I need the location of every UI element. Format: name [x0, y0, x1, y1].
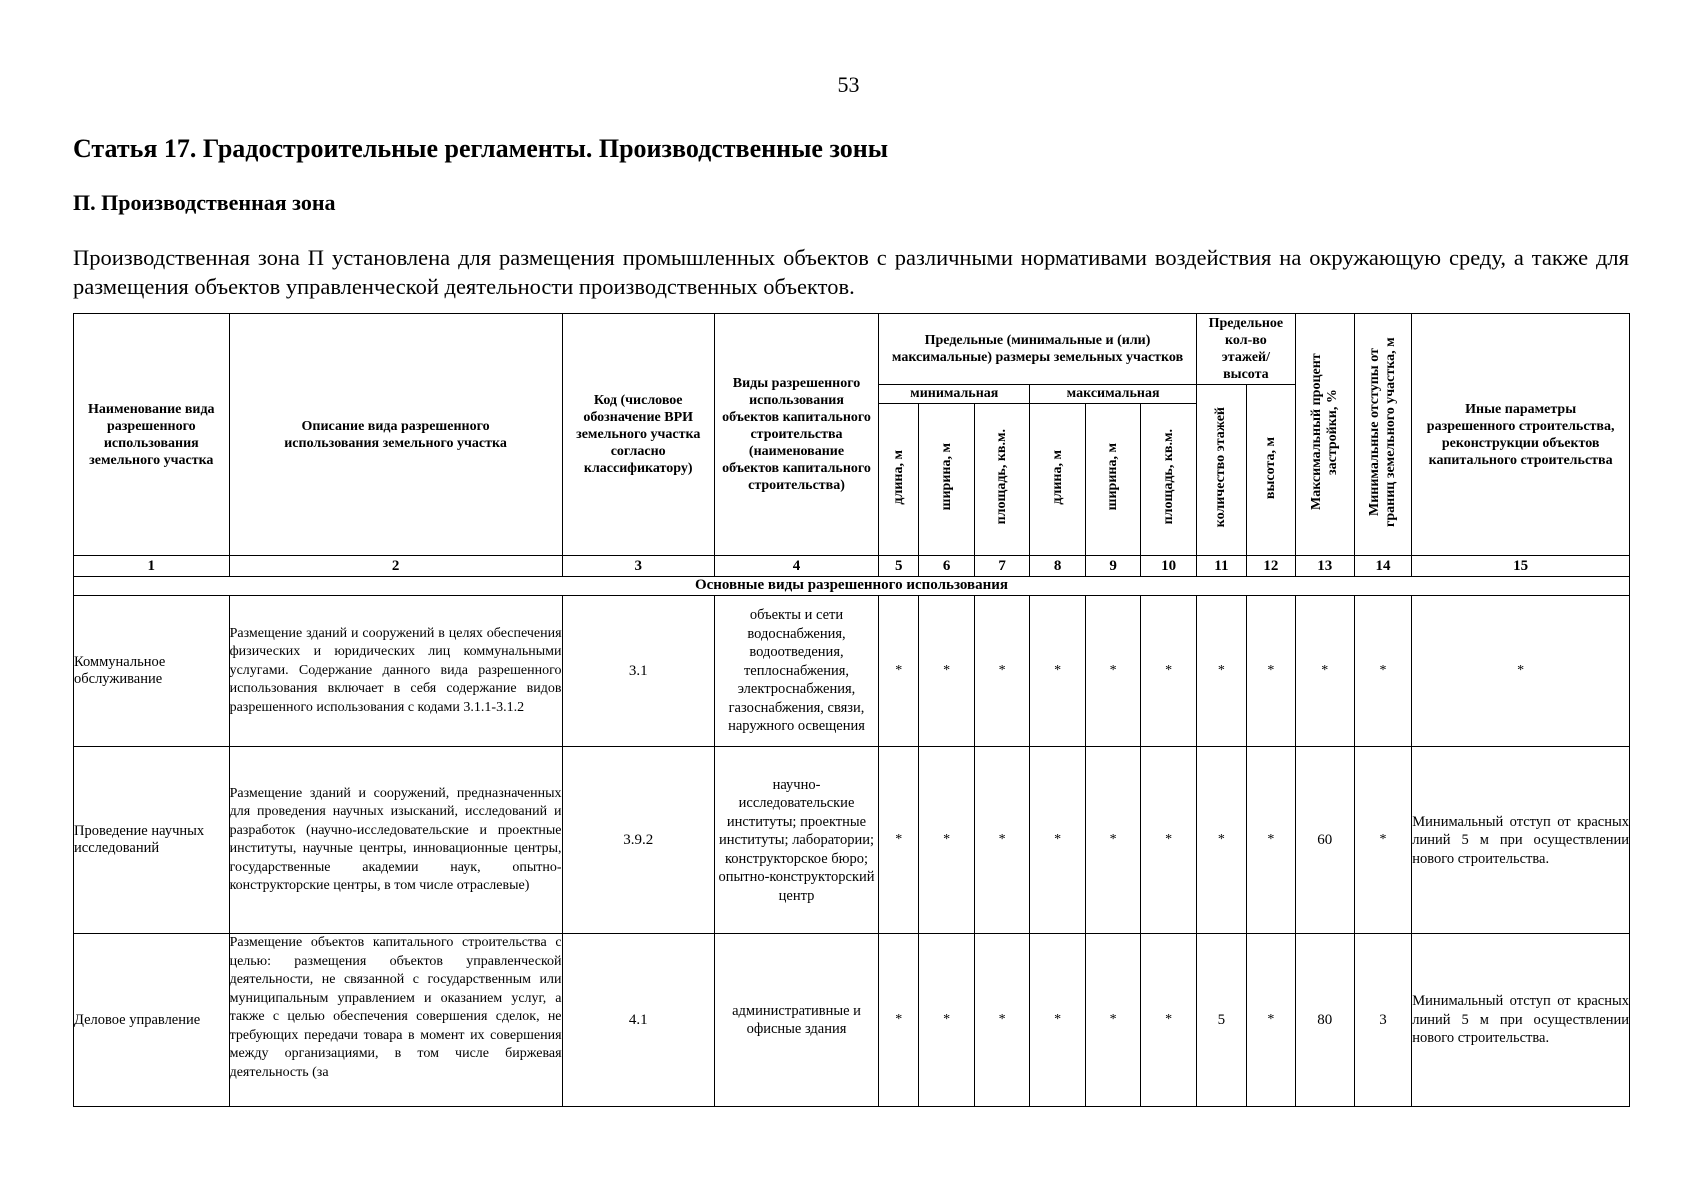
header-coverage: [1295, 314, 1354, 556]
header-min-width: [919, 403, 974, 556]
row-setback: 3: [1354, 934, 1412, 1107]
row-max-width: *: [1085, 747, 1140, 934]
row-max-length: *: [1030, 934, 1085, 1107]
row-min-width: *: [919, 595, 974, 747]
header-min-area-text: площадь, кв.м.: [994, 429, 1010, 525]
row-objects: административные и офисные здания: [714, 934, 878, 1107]
page-number: 53: [837, 72, 860, 97]
header-min-length-text: длина, м: [890, 449, 906, 505]
row-max-width: *: [1085, 595, 1140, 747]
column-number: 14: [1354, 556, 1412, 576]
column-number: 13: [1295, 556, 1354, 576]
header-row-1: [74, 314, 1630, 385]
row-min-length: *: [879, 747, 919, 934]
header-floors: [1196, 384, 1246, 556]
row-code: 3.1: [562, 595, 714, 747]
header-description: Описание вида разрешенного использования земельного участка: [229, 314, 562, 556]
row-setback: *: [1354, 595, 1412, 747]
header-min: минимальная: [879, 384, 1030, 403]
regulations-table: [73, 313, 1630, 1107]
header-setbacks: [1354, 314, 1412, 556]
header-limits: Предельные (минимальные и (или) максимальные) размеры земельных участков: [879, 314, 1197, 385]
row-max-length: *: [1030, 747, 1085, 934]
row-min-area: *: [974, 747, 1029, 934]
header-min-width-text: ширина, м: [938, 443, 954, 511]
row-setback: *: [1354, 747, 1412, 934]
header-coverage-text: Максимальный процент застройки, %: [1308, 353, 1340, 511]
row-other: Минимальный отступ от красных линий 5 м при осуществлении нового строительства.: [1412, 934, 1630, 1107]
row-other: Минимальный отступ от красных линий 5 м при осуществлении нового строительства.: [1412, 747, 1630, 934]
header-objects: Виды разрешенного использования объектов капитального строительства (наименование объектов капитального строительства): [714, 314, 878, 556]
header-other: Иные параметры разрешенного строительства, реконструкции объектов капитального строительства: [1412, 314, 1630, 556]
header-max-area-text: площадь, кв.м.: [1160, 429, 1176, 525]
row-floors: *: [1196, 747, 1246, 934]
row-description: Размещение зданий и сооружений в целях обеспечения физических и юридических лиц коммунальными услугами. Содержание данного вида разрешенного использования включает в себя содержание видов разрешенного использования с кодами 3.1.1-3.1.2: [229, 595, 562, 747]
row-name: Проведение научных исследований: [74, 747, 230, 934]
column-number: 3: [562, 556, 714, 576]
row-objects: объекты и сети водоснабжения, водоотведения, теплоснабжения, электроснабжения, газоснабжения, связи, наружного освещения: [714, 595, 878, 747]
row-min-area: *: [974, 595, 1029, 747]
column-number: 15: [1412, 556, 1630, 576]
row-description: [229, 934, 562, 1107]
section-row: [74, 576, 1630, 595]
header-code: Код (числовое обозначение ВРИ земельного участка согласно классификатору): [562, 314, 714, 556]
header-min-length: [879, 403, 919, 556]
row-code: 3.9.2: [562, 747, 714, 934]
row-description: Размещение зданий и сооружений, предназначенных для проведения научных изысканий, исследований и разработок (научно-исследовательские и проектные институты, научные центры, инновационные центры, государственные академии наук, опытно-конструкторские центры, в том числе отраслевые): [229, 747, 562, 934]
header-max-area: [1141, 403, 1197, 556]
row-max-length: *: [1030, 595, 1085, 747]
column-number: 6: [919, 556, 974, 576]
header-floors-group: Предельное кол-во этажей/ высота: [1196, 314, 1295, 385]
column-number: 7: [974, 556, 1029, 576]
column-number: 10: [1141, 556, 1197, 576]
header-name: Наименование вида разрешенного использования земельного участка: [74, 314, 230, 556]
column-number: 12: [1246, 556, 1295, 576]
header-floors-text: количество этажей: [1213, 407, 1229, 528]
header-height-text: высота, м: [1262, 436, 1278, 499]
row-max-area: *: [1141, 747, 1197, 934]
header-min-area: [974, 403, 1029, 556]
row-min-width: *: [919, 934, 974, 1107]
row-height: *: [1246, 595, 1295, 747]
row-height: *: [1246, 747, 1295, 934]
row-floors: 5: [1196, 934, 1246, 1107]
section-title: Основные виды разрешенного использования: [74, 576, 1630, 595]
header-setbacks-text: Минимальные отступы от границ земельного участка, м: [1366, 337, 1398, 528]
row-code: 4.1: [562, 934, 714, 1107]
row-coverage: *: [1295, 595, 1354, 747]
row-other: *: [1412, 595, 1630, 747]
header-max-length: [1030, 403, 1085, 556]
row-min-length: *: [879, 934, 919, 1107]
table-row: [74, 595, 1630, 747]
table-row: [74, 934, 1630, 1107]
row-description-text: Размещение объектов капитального строительства с целью: размещения объектов управленческой деятельности, не связанной с государственным или муниципальным управлением и оказанием услуг, а также с целью обеспечения совершения сделок, не требующих передачи товара в момент их совершения между организациями, в том числе биржевая деятельность (за: [229, 935, 562, 1080]
row-name: Коммунальное обслуживание: [74, 595, 230, 747]
column-numbers-row: [74, 556, 1630, 576]
row-max-area: *: [1141, 595, 1197, 747]
intro-paragraph: Производственная зона П установлена для размещения промышленных объектов с различными нормативами воздействия на окружающую среду, а также для размещения объектов управленческой деятельности производственных объектов.: [73, 245, 1629, 299]
row-max-area: *: [1141, 934, 1197, 1107]
row-floors: *: [1196, 595, 1246, 747]
row-coverage: 60: [1295, 747, 1354, 934]
header-max-length-text: длина, м: [1049, 449, 1065, 505]
row-min-area: *: [974, 934, 1029, 1107]
column-number: 5: [879, 556, 919, 576]
header-max-width: [1085, 403, 1140, 556]
row-coverage: 80: [1295, 934, 1354, 1107]
row-min-length: *: [879, 595, 919, 747]
row-objects: научно-исследовательские институты; проектные институты; лаборатории; конструкторское бюро; опытно-конструкторский центр: [714, 747, 878, 934]
column-number: 11: [1196, 556, 1246, 576]
table-row: [74, 747, 1630, 934]
row-name: Деловое управление: [74, 934, 230, 1107]
row-min-width: *: [919, 747, 974, 934]
column-number: 9: [1085, 556, 1140, 576]
article-title: Статья 17. Градостроительные регламенты. Производственные зоны: [73, 134, 889, 163]
header-height: [1246, 384, 1295, 556]
row-height: *: [1246, 934, 1295, 1107]
column-number: 8: [1030, 556, 1085, 576]
column-number: 2: [229, 556, 562, 576]
column-number: 4: [714, 556, 878, 576]
zone-title: П. Производственная зона: [73, 190, 336, 215]
column-number: 1: [74, 556, 230, 576]
header-max-width-text: ширина, м: [1105, 443, 1121, 511]
row-max-width: *: [1085, 934, 1140, 1107]
header-max: максимальная: [1030, 384, 1197, 403]
